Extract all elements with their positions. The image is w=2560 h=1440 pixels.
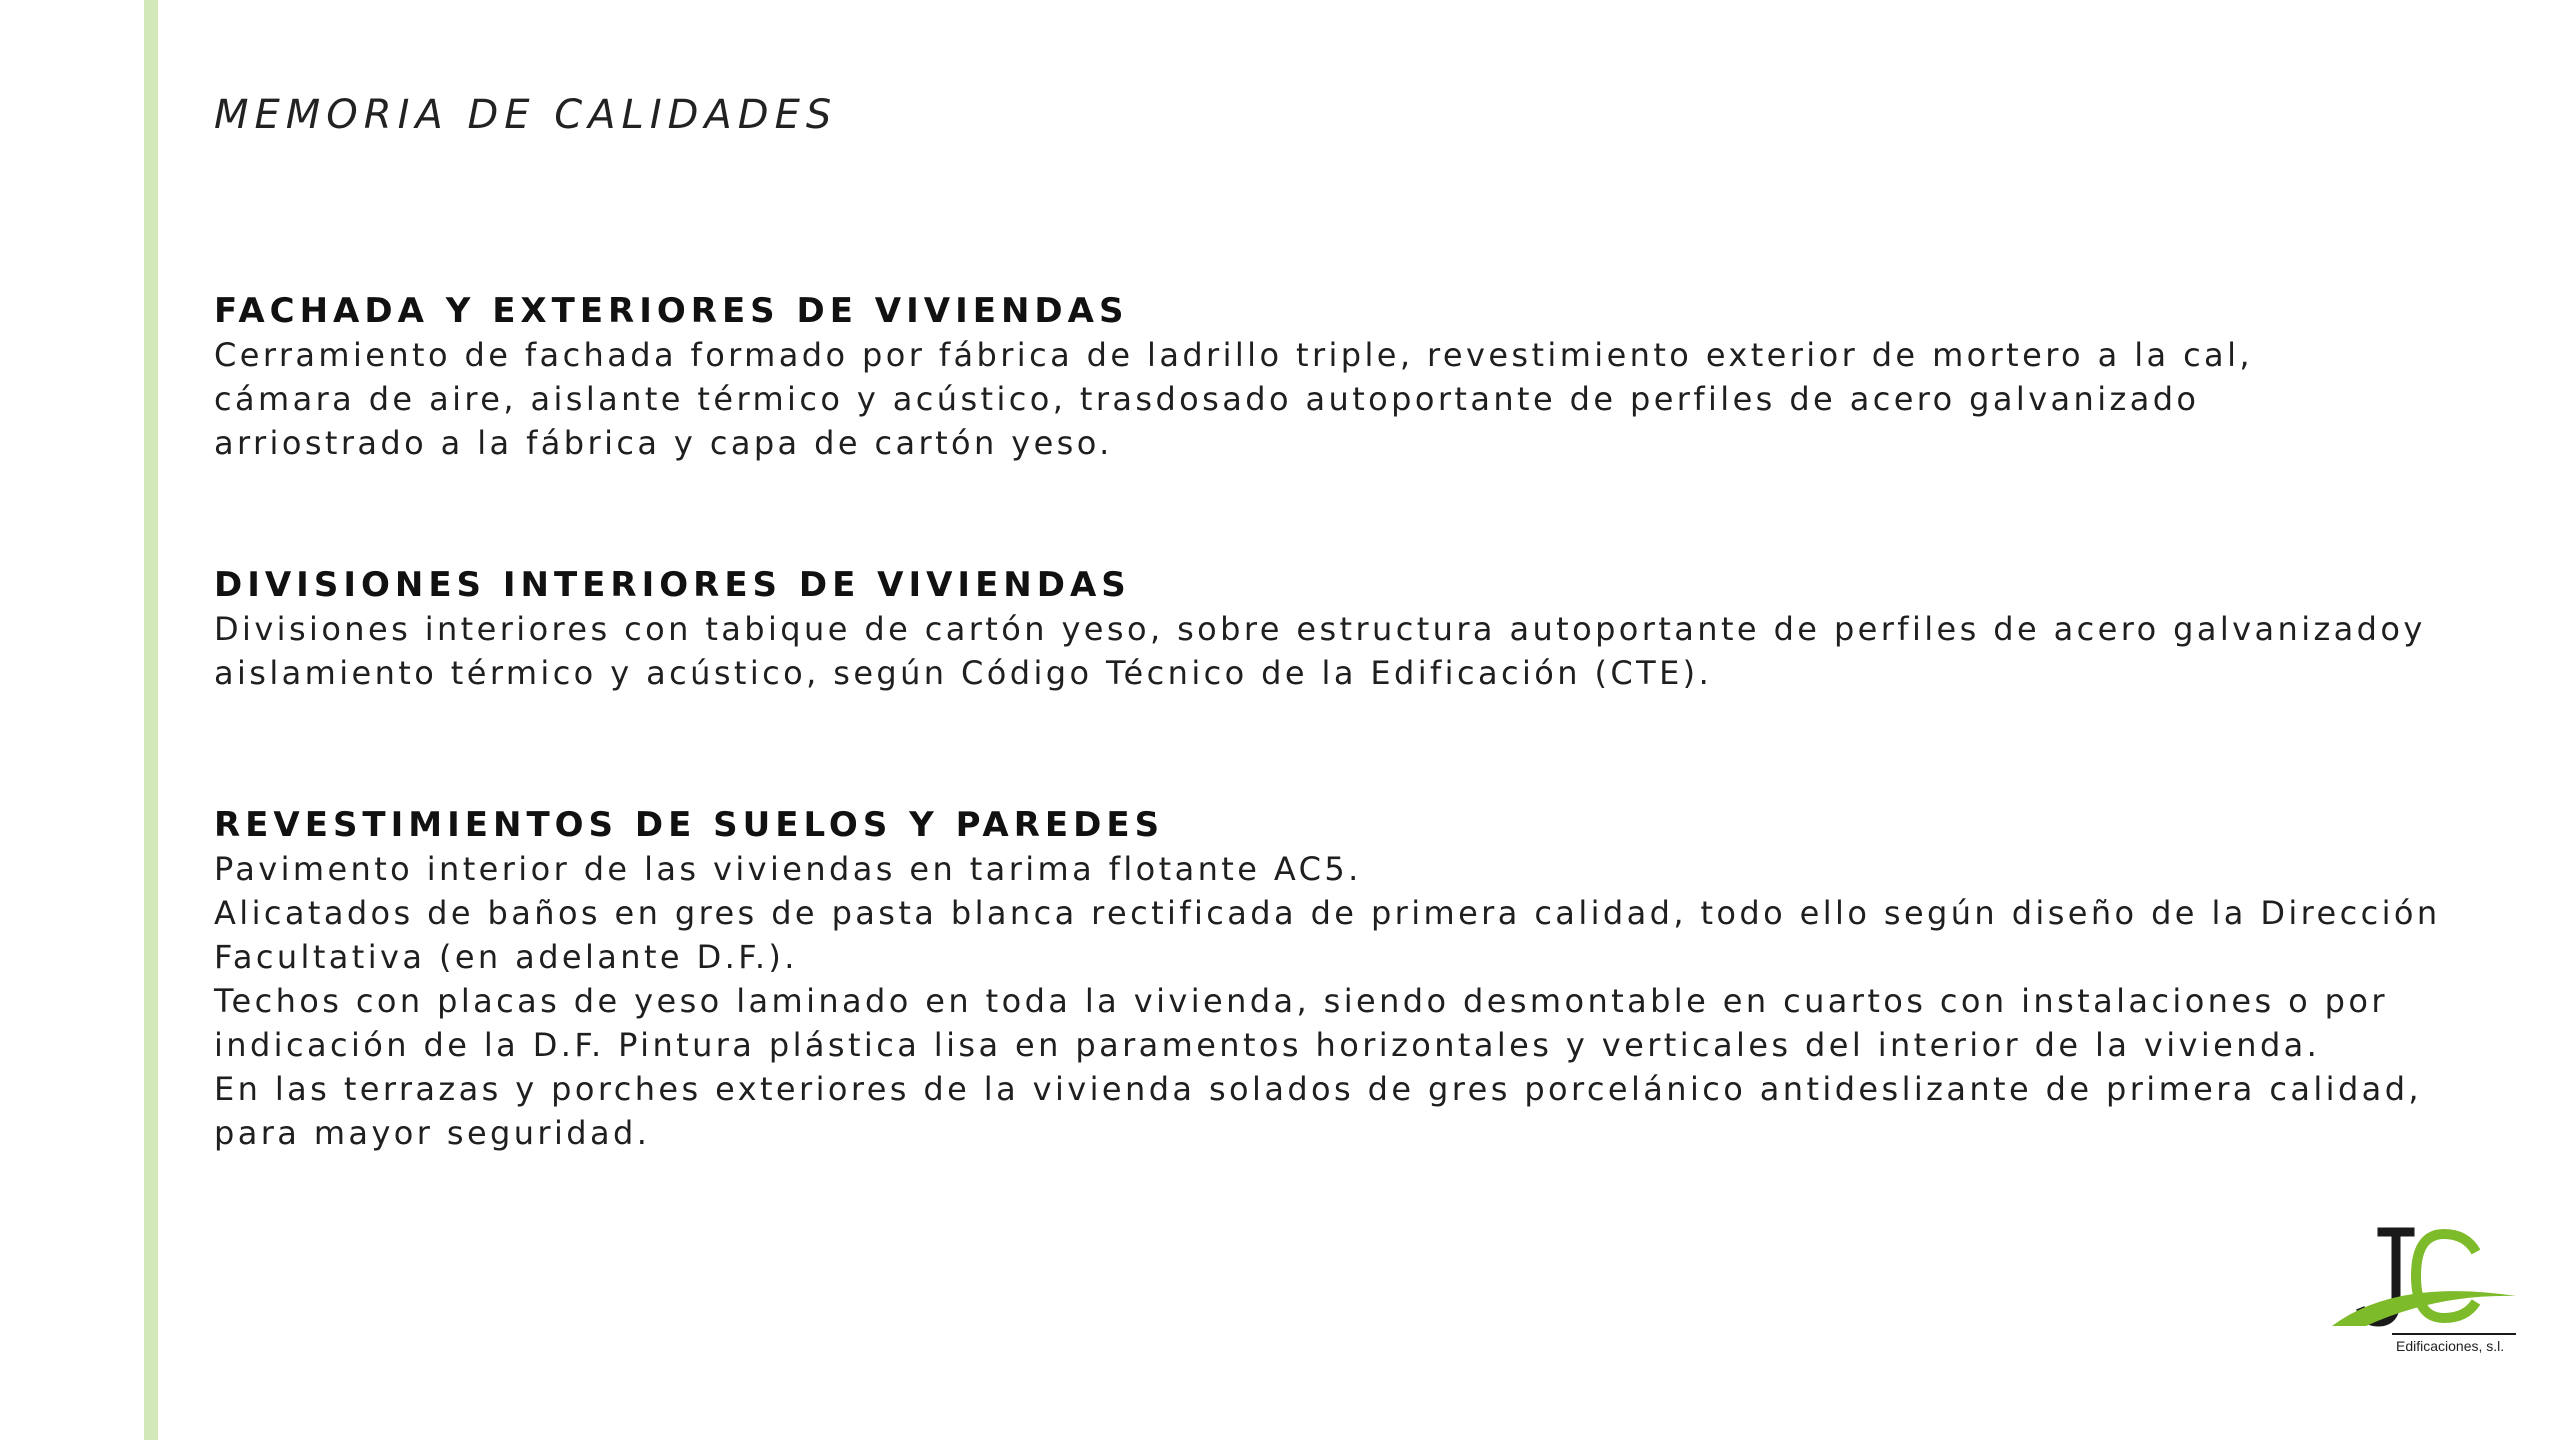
- section-text-line: Alicatados de baños en gres de pasta blanca rectificada de primera calidad, todo ello según diseño de la Dirección: [214, 894, 2441, 932]
- section-text-line: para mayor seguridad.: [214, 1114, 651, 1152]
- section-heading: FACHADA Y EXTERIORES DE VIVIENDAS: [214, 291, 1129, 331]
- section-text-line: En las terrazas y porches exteriores de la vivienda solados de gres porcelánico antideslizante de primera calidad,: [214, 1070, 2422, 1108]
- section-text-line: indicación de la D.F. Pintura plástica lisa en paramentos horizontales y verticales del interior de la vivienda.: [214, 1026, 2321, 1064]
- section-text-line: Cerramiento de fachada formado por fábrica de ladrillo triple, revestimiento exterior de mortero a la cal,: [214, 336, 2253, 374]
- section-fachada: [214, 289, 2454, 465]
- section-text-line: Facultativa (en adelante D.F.).: [214, 938, 798, 976]
- page-title: MEMORIA DE CALIDADES: [214, 92, 838, 138]
- section-heading: REVESTIMIENTOS DE SUELOS Y PAREDES: [214, 805, 1165, 845]
- section-heading: DIVISIONES INTERIORES DE VIVIENDAS: [214, 565, 1131, 605]
- logo-caption: Edificaciones, s.l.: [2396, 1338, 2505, 1354]
- side-accent-bar: [144, 0, 158, 1440]
- company-logo: [2326, 1222, 2520, 1368]
- section-text-line: arriostrado a la fábrica y capa de cartón yeso.: [214, 424, 1113, 462]
- section-text-line: Pavimento interior de las viviendas en tarima flotante AC5.: [214, 850, 1362, 888]
- section-text-line: aislamiento térmico y acústico, según Código Técnico de la Edificación (CTE).: [214, 654, 1713, 692]
- section-text-line: cámara de aire, aislante térmico y acústico, trasdosado autoportante de perfiles de acero galvanizado: [214, 380, 2200, 418]
- section-revestimientos: [214, 803, 2454, 1155]
- section-divisiones: [214, 563, 2454, 695]
- section-text-line: Divisiones interiores con tabique de cartón yeso, sobre estructura autoportante de perfiles de acero galvanizadoy: [214, 610, 2426, 648]
- section-text-line: Techos con placas de yeso laminado en toda la vivienda, siendo desmontable en cuartos con instalaciones o por: [214, 982, 2388, 1020]
